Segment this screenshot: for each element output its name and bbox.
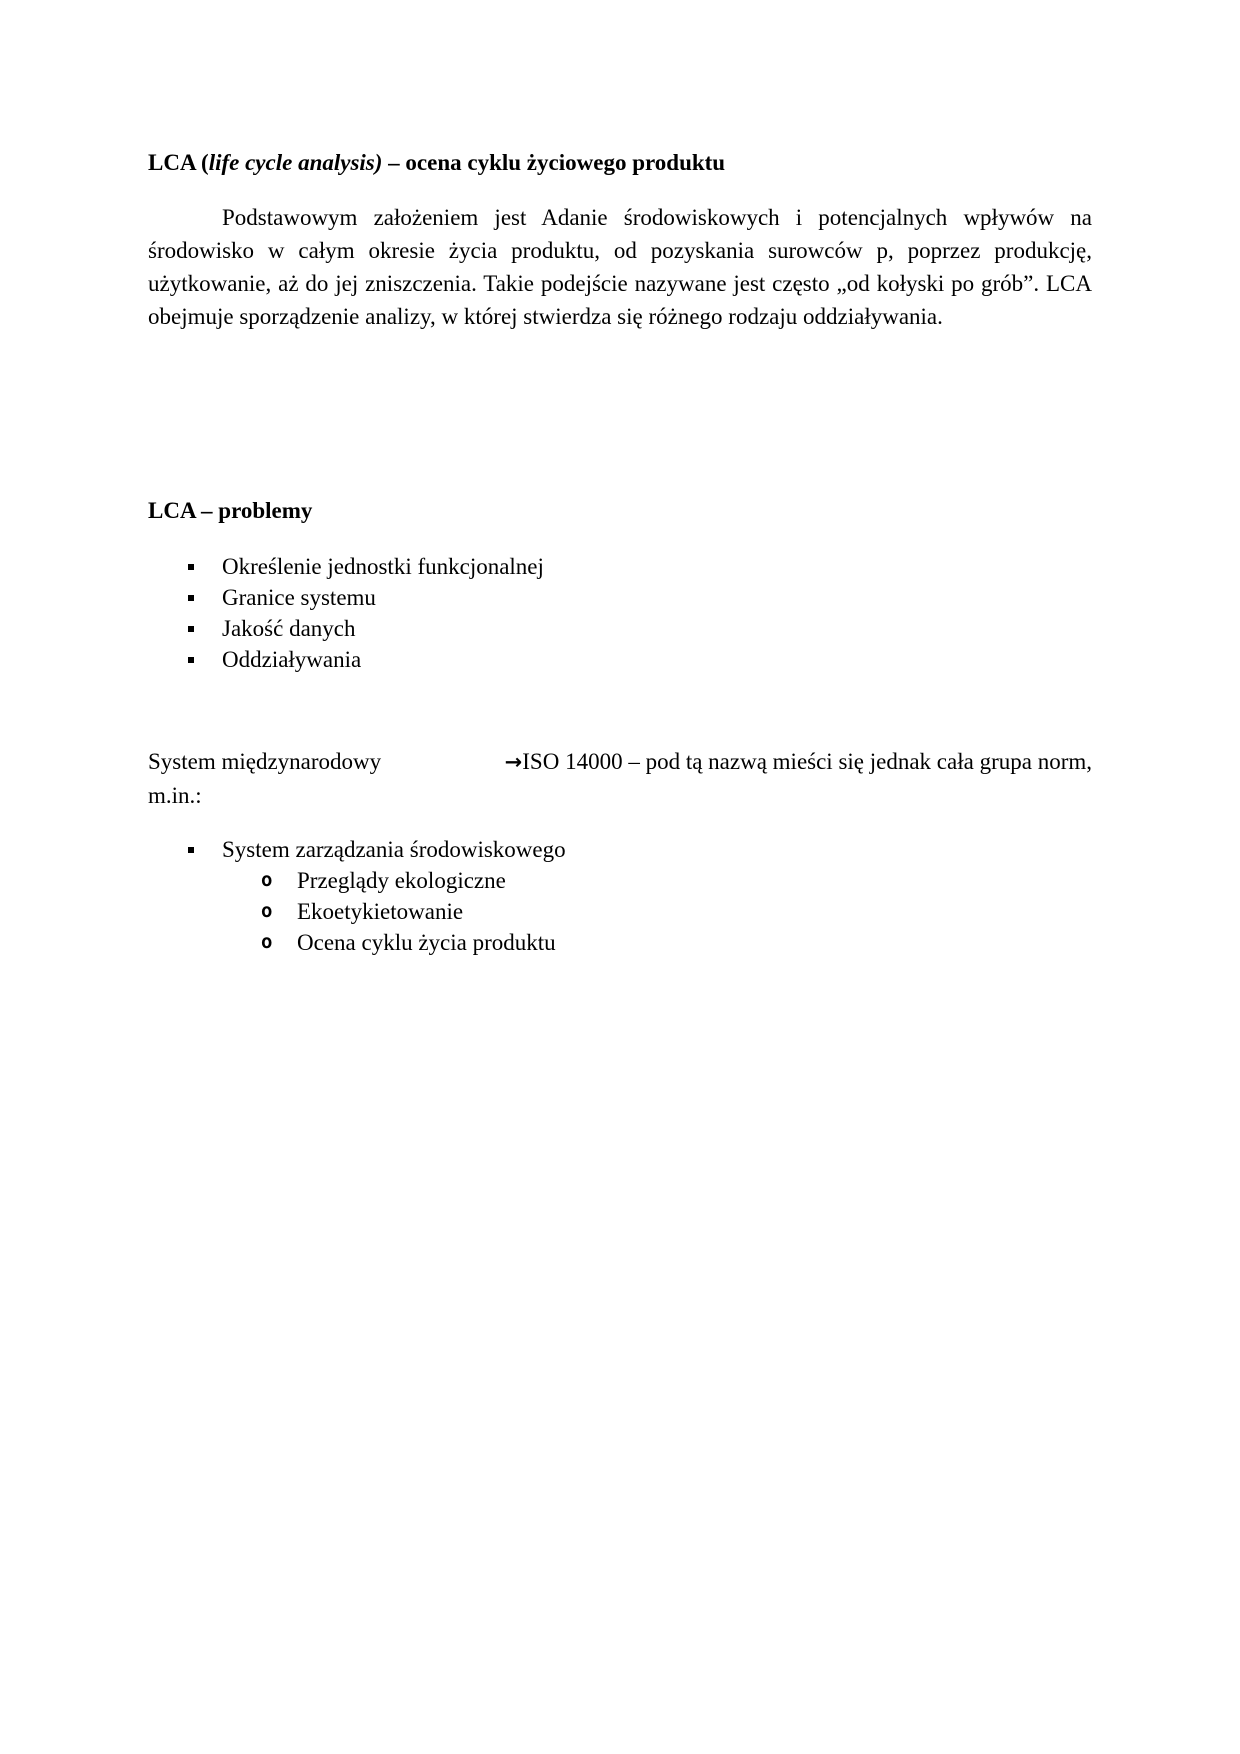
list-item-label: System zarządzania środowiskowego [222,837,566,862]
lca-heading-prefix: LCA ( [148,150,209,175]
sublist-item [148,927,1092,958]
square-bullet-icon [188,847,194,853]
circle-bullet-icon: o [261,900,273,922]
iso-after-text: ISO 14000 – pod tą nazwą mieści się jednak cała grupa norm, [522,749,1092,774]
list-item [148,582,1092,613]
iso-sublist [148,865,1092,958]
sublist-item-label: Przeglądy ekologiczne [297,868,506,893]
iso-before-text: System międzynarodowy [148,749,382,774]
lca-heading-text [148,146,1092,179]
sublist-item [148,896,1092,927]
lca-heading [148,146,1092,179]
iso-main [505,745,1092,779]
lca-heading-italic: life cycle analysis) [208,150,383,175]
problems-list [148,551,1092,675]
lca-paragraph: Podstawowym założeniem jest Adanie środowiskowych i potencjalnych wpływów na środowisko w całym okresie życia produktu, od pozyskania surowców p, poprzez produkcję, użytkowanie, aż do jej zniszczenia. Takie podejście nazywane jest często „od kołyski po grób”. LCA obejmuje sporządzenie analizy, w której stwierdza się różnego rodzaju oddziaływania. [148,205,1092,329]
list-item [148,613,1092,644]
problems-heading: LCA – problemy [148,498,313,523]
list-item-label: Oddziaływania [222,647,362,672]
sublist-item [148,865,1092,896]
list-item [148,834,1092,865]
lca-heading-suffix: – ocena cyklu życiowego produktu [382,150,726,175]
circle-bullet-icon: o [261,869,273,891]
circle-bullet-icon: o [261,931,273,953]
list-item [148,551,1092,582]
list-item-label: Określenie jednostki funkcjonalnej [222,554,544,579]
list-item-label: Granice systemu [222,585,376,610]
square-bullet-icon [188,626,194,632]
lca-paragraph-block [148,201,1092,333]
square-bullet-icon [188,595,194,601]
square-bullet-icon [188,564,194,570]
iso-paragraph [148,745,1092,812]
iso-line-2: m.in.: [148,783,202,808]
list-item [148,644,1092,675]
iso-list-top [148,834,1092,865]
sublist-item-label: Ocena cyklu życia produktu [297,930,556,955]
iso-list [148,834,1092,958]
square-bullet-icon [188,657,194,663]
iso-line-1 [148,745,1092,779]
list-item-label: Jakość danych [222,616,356,641]
arrow-right-icon: → [504,750,523,774]
problems-heading-block [148,494,1092,527]
sublist-item-label: Ekoetykietowanie [297,899,464,924]
